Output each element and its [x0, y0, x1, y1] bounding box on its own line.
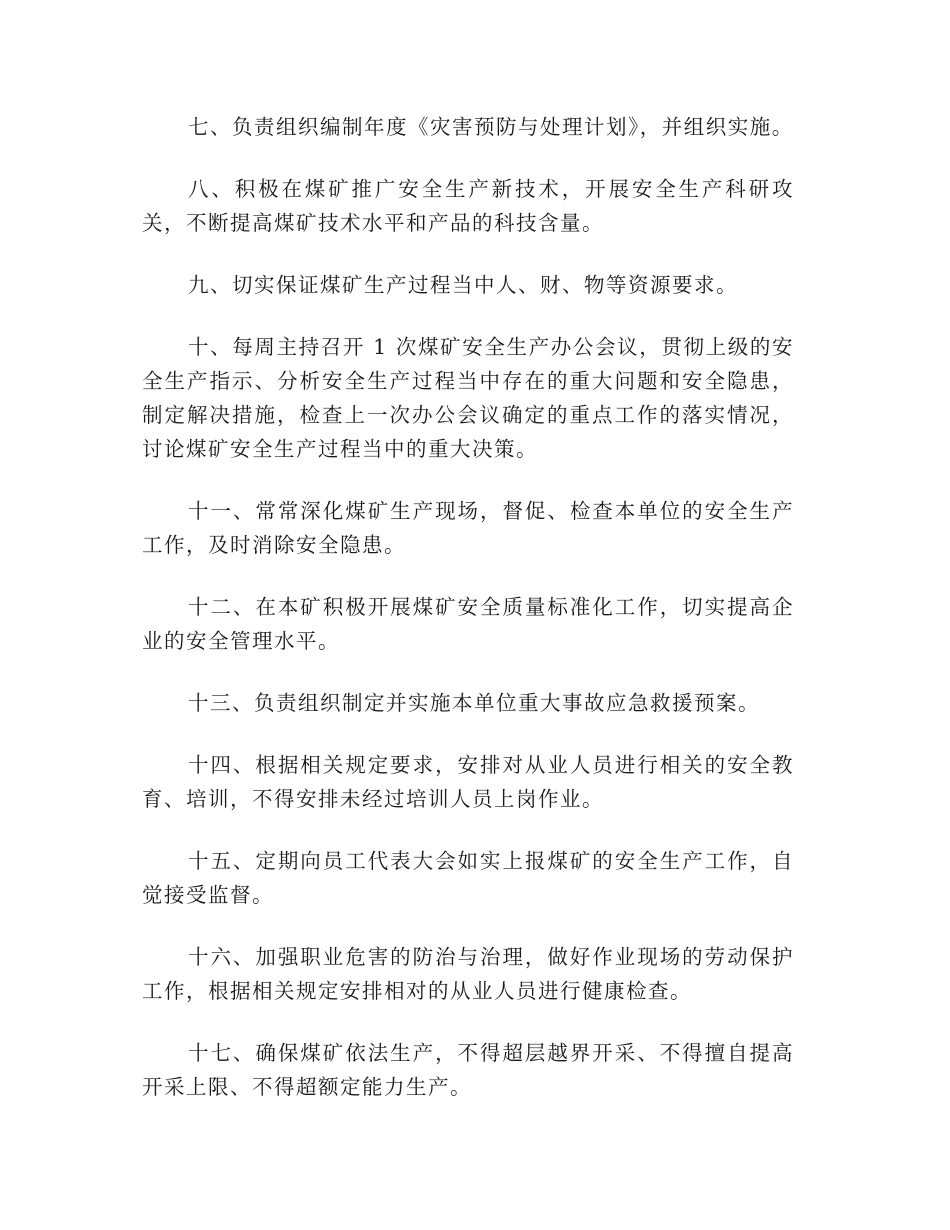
- paragraph-14: 十四、根据相关规定要求，安排对从业人员进行相关的安全教育、培训，不得安排未经过培训人员上岗作业。: [142, 753, 794, 811]
- paragraph-8: 八、积极在煤矿推广安全生产新技术，开展安全生产科研攻关，不断提高煤矿技术水平和产品的科技含量。: [142, 177, 794, 235]
- paragraph-17: 十七、确保煤矿依法生产，不得超层越界开采、不得擅自提高开采上限、不得超额定能力生产。: [142, 1041, 794, 1099]
- paragraph-16: 十六、加强职业危害的防治与治理，做好作业现场的劳动保护工作，根据相关规定安排相对的从业人员进行健康检查。: [142, 945, 794, 1003]
- paragraph-11: 十一、常常深化煤矿生产现场，督促、检查本单位的安全生产工作，及时消除安全隐患。: [142, 499, 794, 557]
- paragraph-9: 九、切实保证煤矿生产过程当中人、财、物等资源要求。: [188, 273, 738, 297]
- paragraph-13: 十三、负责组织制定并实施本单位重大事故应急救援预案。: [188, 691, 760, 715]
- paragraph-7: 七、负责组织编制年度《灾害预防与处理计划》，并组织实施。: [188, 115, 794, 139]
- paragraph-12: 十二、在本矿积极开展煤矿安全质量标准化工作，切实提高企业的安全管理水平。: [142, 595, 794, 653]
- document-page: [142, 110, 794, 1132]
- paragraph-10: 十、每周主持召开 1 次煤矿安全生产办公会议，贯彻上级的安全生产指示、分析安全生产过程当中存在的重大问题和安全隐患，制定解决措施，检查上一次办公会议确定的重点工作的落实情况，讨论煤矿安全生产过程当中的重大决策。: [142, 335, 794, 461]
- paragraph-15: 十五、定期向员工代表大会如实上报煤矿的安全生产工作，自觉接受监督。: [142, 849, 794, 907]
